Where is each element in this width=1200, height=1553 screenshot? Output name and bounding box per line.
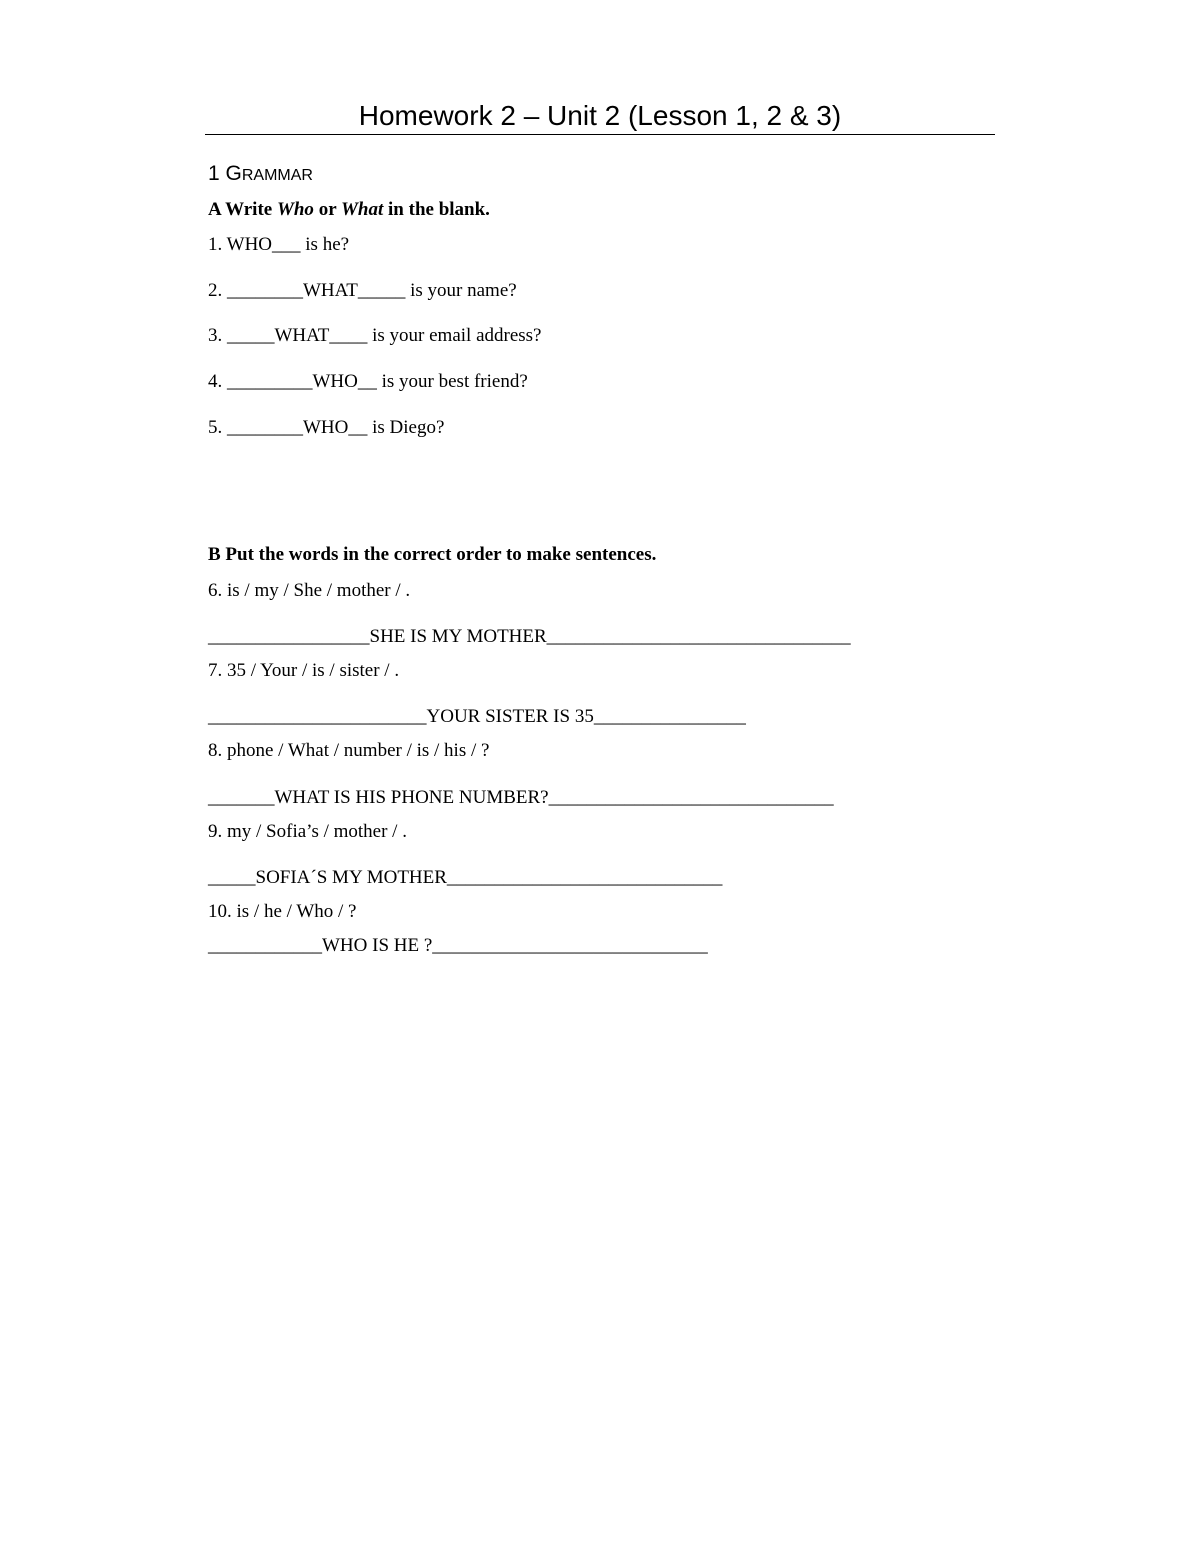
part-b-item-9-answer: _____SOFIA´S MY MOTHER_____________________________	[208, 867, 723, 888]
part-a-word-or: or	[313, 199, 342, 220]
part-b-item-8-prompt: 8. phone / What / number / is / his / ?	[208, 740, 490, 761]
section-number: 1	[208, 162, 226, 185]
section-heading-initial: G	[225, 162, 242, 185]
section-heading-grammar	[208, 160, 313, 190]
part-b-item-7-answer: _______________________YOUR SISTER IS 35________________	[208, 706, 746, 727]
part-b-item-6-prompt: 6. is / my / She / mother / .	[208, 580, 411, 601]
part-a-instruction	[208, 198, 490, 222]
part-b-item-9-prompt: 9. my / Sofia’s / mother / .	[208, 821, 407, 842]
part-a-item-1: 1. WHO___ is he?	[208, 234, 350, 255]
part-a-item-3: 3. _____WHAT____ is your email address?	[208, 325, 542, 346]
part-b-item-10-prompt: 10. is / he / Who / ?	[208, 901, 357, 922]
section-heading-rest: RAMMAR	[241, 167, 313, 184]
part-a-item-2: 2. ________WHAT_____ is your name?	[208, 280, 517, 301]
part-b-item-7-prompt: 7. 35 / Your / is / sister / .	[208, 660, 400, 681]
part-a-item-5: 5. ________WHO__ is Diego?	[208, 417, 445, 438]
document-title: Homework 2 – Unit 2 (Lesson 1, 2 & 3)	[358, 100, 842, 131]
part-b-item-6-answer: _________________SHE IS MY MOTHER________________________________	[208, 626, 851, 647]
part-a-word-who: Who	[276, 199, 314, 220]
title-divider	[205, 134, 995, 135]
part-b-instruction: B Put the words in the correct order to make sentences.	[208, 544, 657, 565]
part-a-instruction-suffix: in the blank.	[383, 199, 490, 220]
part-a-instruction-prefix: A Write	[208, 199, 277, 220]
part-b-item-8-answer: _______WHAT IS HIS PHONE NUMBER?______________________________	[208, 787, 834, 808]
part-a-item-4: 4. _________WHO__ is your best friend?	[208, 371, 528, 392]
part-a-word-what: What	[341, 199, 384, 220]
part-b-item-10-answer: ____________WHO IS HE ?_____________________________	[208, 935, 708, 956]
